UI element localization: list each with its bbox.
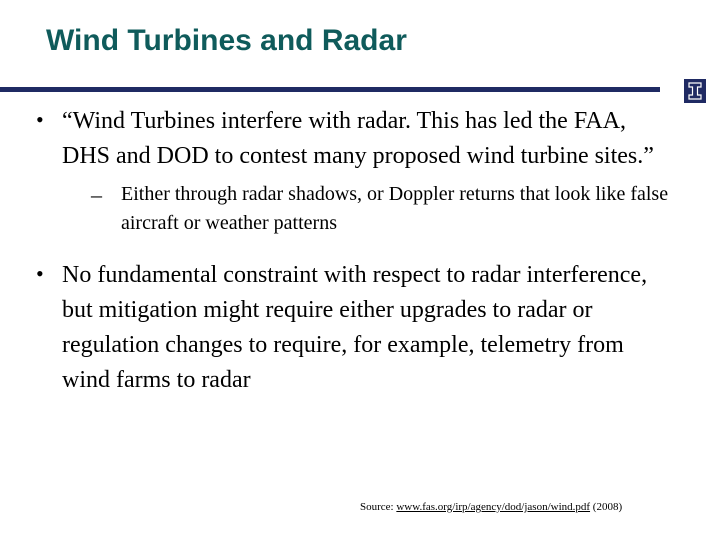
bullet-text: “Wind Turbines interfere with radar. This has led the FAA, DHS and DOD to contest many proposed wind turbine sites.” — [62, 108, 654, 169]
bullet-text: No fundamental constraint with respect to radar interference, but mitigation might require either upgrades to radar or regulation changes to require, for example, telemetry from wind farms to radar — [62, 262, 648, 393]
source-year: (2008) — [590, 501, 623, 513]
block-i-glyph — [688, 82, 702, 100]
block-i-logo-icon — [684, 79, 706, 103]
slide-title: Wind Turbines and Radar — [46, 24, 407, 57]
source-prefix: Source: — [360, 501, 397, 513]
slide-body — [36, 104, 676, 398]
bullet-marker: • — [36, 107, 44, 132]
title-divider — [0, 87, 660, 92]
bullet-item — [36, 104, 676, 238]
source-citation — [360, 501, 622, 513]
bullet-marker: • — [36, 261, 44, 286]
sub-bullet-marker: – — [91, 182, 102, 207]
sub-bullet-text: Either through radar shadows, or Doppler returns that look like false aircraft or weather patterns — [121, 183, 669, 234]
bullet-item — [36, 258, 676, 398]
sub-bullet-item — [62, 180, 691, 238]
source-link[interactable]: www.fas.org/irp/agency/dod/jason/wind.pdf — [396, 501, 591, 513]
